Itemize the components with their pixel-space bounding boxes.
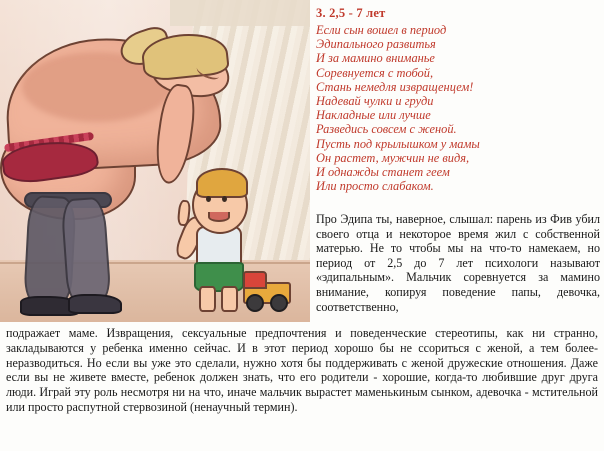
poem-line: Надевай чулки и груди xyxy=(316,94,434,109)
woman-shoe-right xyxy=(68,294,122,314)
poem-line: Пусть под крылышком у мамы xyxy=(316,136,480,151)
curtain-rod xyxy=(170,0,310,26)
poem-line: Если сын вошел в период xyxy=(316,23,447,37)
illustration-cartoon xyxy=(0,0,310,322)
poem-line: Накладные или лучше xyxy=(316,108,431,123)
poem-line: Стань немедля извращенцем! xyxy=(316,79,474,94)
poem-block xyxy=(316,6,598,193)
woman-leg-right xyxy=(60,197,111,304)
poem-lines xyxy=(316,23,598,193)
poem-line: Эдипального развитья xyxy=(316,37,436,52)
boy-mouth xyxy=(208,212,230,222)
poem-line: Соревнуется с тобой, xyxy=(316,65,434,80)
boy-leg-right xyxy=(221,286,238,312)
poem-line: Или просто слабаком. xyxy=(316,179,434,194)
toy-truck-cab xyxy=(243,271,267,289)
boy-hair xyxy=(196,168,248,198)
toy-truck-wheel-rear xyxy=(270,294,288,312)
boy-eye-right xyxy=(222,196,227,202)
poem-line: И за мамино вниманье xyxy=(316,51,435,66)
body-paragraph-right: Про Эдипа ты, наверное, слышал: парень из Фив убил своего отца и некоторое время жил с собственной матерью. Не то чтобы мы на что-то намекаем, но период от 2,5 до 7 лет психологи называют «эдипальным». Мальчик соревнуется за мамино внимание, копируя поведение папы, девочка, соответственно, xyxy=(316,212,600,314)
toy-truck-wheel-front xyxy=(246,294,264,312)
body-paragraph-bottom: подражает маме. Извращения, сексуальные предпочтения и поведенческие стереотипы, как ни странно, закладываются у ребенка именно сейчас. И в этот период хорошо бы не ссориться с женой, а тем более- неразводиться. Но если вы уже это сделали, нужно хотя бы поддерживать с женой дружеские отношения. Даже если вы не живете вместе, ребенок должен знать, что его родители - хорошие, когда-то любившие друг друга люди. Играй эту роль несмотря ни на что, иначе мальчик вырастет маменькиным сынком, адевочка - мстительной или просто распутной стервозиной (ненаучный термин). xyxy=(6,326,598,414)
poem-line: Он растет, мужчин не видя, xyxy=(316,150,470,165)
poem-line: И однажды станет геем xyxy=(316,165,450,180)
poem-line: Разведись совсем с женой. xyxy=(316,122,457,137)
poem-title: 3. 2,5 - 7 лет xyxy=(316,6,386,20)
boy-eye-left xyxy=(206,196,211,202)
boy-leg-left xyxy=(199,286,216,312)
